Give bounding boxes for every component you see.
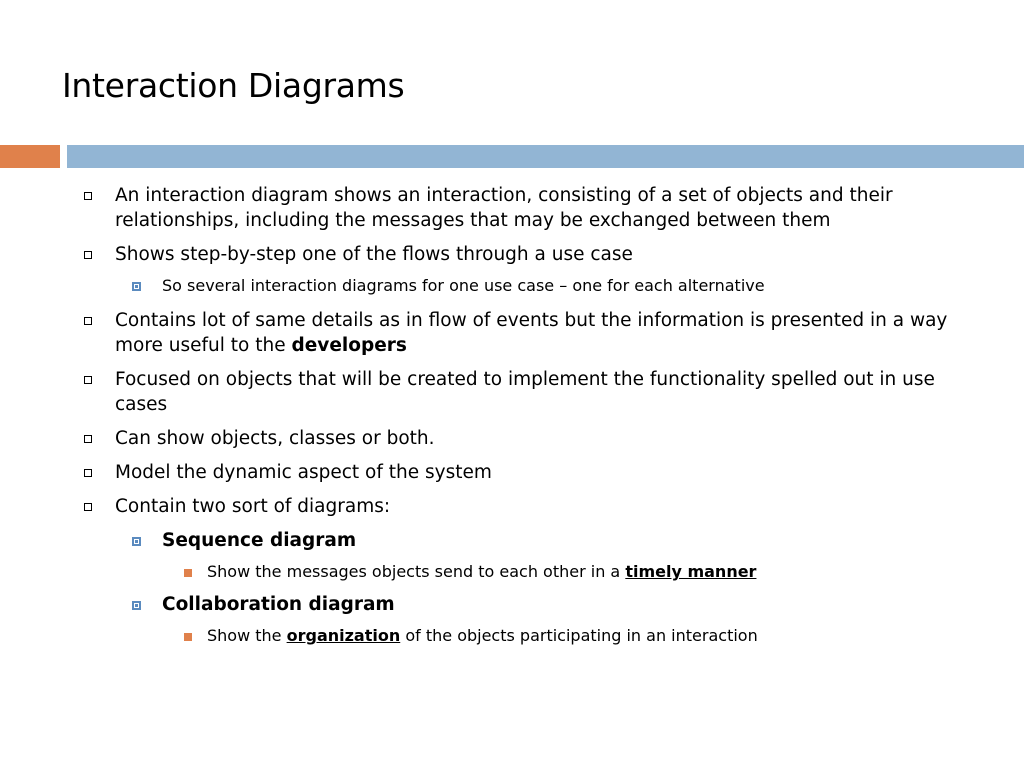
bullet-item — [115, 308, 965, 358]
bullet-square-icon — [84, 503, 92, 511]
bullet-item: Shows step-by-step one of the flows through a use case — [115, 244, 633, 265]
bullet-square-icon — [84, 435, 92, 443]
bullet-square-icon — [84, 376, 92, 384]
bullet-square-icon — [84, 192, 92, 200]
bullet-item: An interaction diagram shows an interaction, consisting of a set of objects and their relationships, including the messages that may be exchanged between them — [115, 185, 893, 231]
bullet-item: Contain two sort of diagrams: — [115, 496, 391, 517]
bullet-square-icon — [84, 469, 92, 477]
desc-emphasis: organization — [286, 626, 401, 645]
collaboration-diagram-description — [207, 625, 987, 647]
accent-bar-blue — [67, 145, 1024, 168]
bullet-square-icon — [84, 317, 92, 325]
accent-bar-orange — [0, 145, 60, 168]
bullet-square-icon — [84, 251, 92, 259]
desc-text: Show the messages objects send to each other in a — [207, 562, 626, 581]
sub-bullet-icon — [132, 601, 141, 610]
bullet-text: Contains lot of same details as in flow of events but the information is presented in a way more useful to the — [115, 310, 948, 356]
sequence-diagram-heading: Sequence diagram — [162, 530, 357, 551]
bullet-item: Model the dynamic aspect of the system — [115, 462, 492, 483]
bullet-text-bold: developers — [291, 335, 407, 356]
orange-square-icon — [184, 569, 192, 577]
desc-emphasis: timely manner — [625, 562, 757, 581]
sequence-diagram-description — [207, 561, 987, 583]
desc-text: Show the — [207, 626, 287, 645]
bullet-item: Focused on objects that will be created to implement the functionality spelled out in use cases — [115, 369, 935, 415]
orange-square-icon — [184, 633, 192, 641]
bullet-item: Can show objects, classes or both. — [115, 428, 435, 449]
slide-title: Interaction Diagrams — [62, 66, 405, 105]
sub-bullet-item: So several interaction diagrams for one use case – one for each alternative — [162, 276, 765, 295]
collaboration-diagram-heading: Collaboration diagram — [162, 594, 395, 615]
desc-text: of the objects participating in an interaction — [400, 626, 758, 645]
sub-bullet-icon — [132, 537, 141, 546]
sub-bullet-icon — [132, 282, 141, 291]
